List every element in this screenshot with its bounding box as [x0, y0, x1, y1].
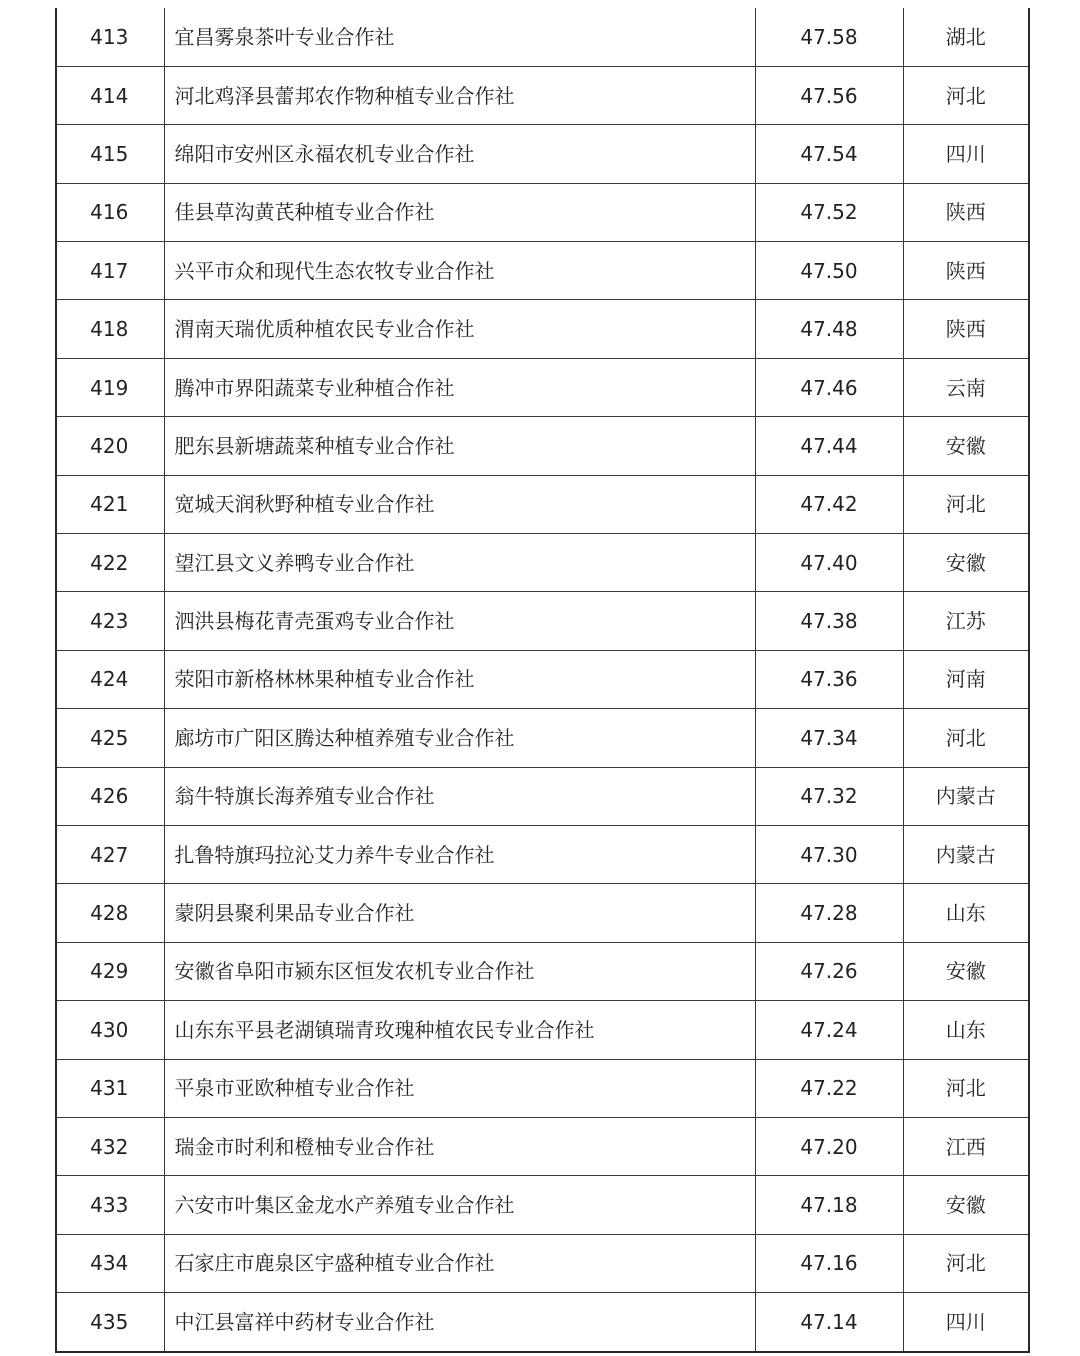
rank-cell: 413	[57, 8, 164, 66]
cooperative-name-cell: 肥东县新塘蔬菜种植专业合作社	[164, 417, 755, 475]
score-cell: 47.52	[755, 183, 903, 241]
cooperative-name-cell: 腾冲市界阳蔬菜专业种植合作社	[164, 358, 755, 416]
score-cell: 47.46	[755, 358, 903, 416]
cooperative-name-cell: 佳县草沟黄芪种植专业合作社	[164, 183, 755, 241]
rank-cell: 419	[57, 358, 164, 416]
rank-cell: 416	[57, 183, 164, 241]
cooperative-name-cell: 绵阳市安州区永福农机专业合作社	[164, 125, 755, 183]
province-cell: 江苏	[903, 592, 1028, 650]
table-row	[57, 650, 1028, 708]
cooperative-name-cell: 瑞金市时利和橙柚专业合作社	[164, 1117, 755, 1175]
score-cell: 47.40	[755, 534, 903, 592]
cooperative-name-cell: 兴平市众和现代生态农牧专业合作社	[164, 242, 755, 300]
province-cell: 内蒙古	[903, 767, 1028, 825]
table-row	[57, 1001, 1028, 1059]
score-cell: 47.38	[755, 592, 903, 650]
table-row	[57, 475, 1028, 533]
table-row	[57, 709, 1028, 767]
table-row	[57, 66, 1028, 124]
province-cell: 江西	[903, 1117, 1028, 1175]
table-row	[57, 592, 1028, 650]
province-cell: 河北	[903, 1059, 1028, 1117]
province-cell: 安徽	[903, 417, 1028, 475]
table-row	[57, 534, 1028, 592]
province-cell: 陕西	[903, 300, 1028, 358]
cooperative-name-cell: 平泉市亚欧种植专业合作社	[164, 1059, 755, 1117]
rank-cell: 418	[57, 300, 164, 358]
province-cell: 安徽	[903, 942, 1028, 1000]
rank-cell: 421	[57, 475, 164, 533]
table-row	[57, 242, 1028, 300]
cooperative-name-cell: 荥阳市新格林林果种植专业合作社	[164, 650, 755, 708]
table-row	[57, 125, 1028, 183]
province-cell: 河北	[903, 475, 1028, 533]
cooperative-name-cell: 廊坊市广阳区腾达种植养殖专业合作社	[164, 709, 755, 767]
score-cell: 47.18	[755, 1176, 903, 1234]
table-row	[57, 1234, 1028, 1292]
score-cell: 47.42	[755, 475, 903, 533]
cooperative-name-cell: 六安市叶集区金龙水产养殖专业合作社	[164, 1176, 755, 1234]
rank-cell: 431	[57, 1059, 164, 1117]
score-cell: 47.58	[755, 8, 903, 66]
rank-cell: 426	[57, 767, 164, 825]
score-cell: 47.28	[755, 884, 903, 942]
table-row	[57, 1176, 1028, 1234]
score-cell: 47.32	[755, 767, 903, 825]
table-row	[57, 300, 1028, 358]
cooperative-name-cell: 宜昌雾泉茶叶专业合作社	[164, 8, 755, 66]
province-cell: 河北	[903, 66, 1028, 124]
cooperative-name-cell: 渭南天瑞优质种植农民专业合作社	[164, 300, 755, 358]
rank-cell: 429	[57, 942, 164, 1000]
province-cell: 安徽	[903, 534, 1028, 592]
province-cell: 云南	[903, 358, 1028, 416]
province-cell: 河北	[903, 1234, 1028, 1292]
table-row	[57, 1117, 1028, 1175]
table-body	[57, 8, 1028, 1351]
cooperative-name-cell: 蒙阴县聚利果品专业合作社	[164, 884, 755, 942]
table-row	[57, 767, 1028, 825]
province-cell: 河南	[903, 650, 1028, 708]
rank-cell: 415	[57, 125, 164, 183]
rank-cell: 427	[57, 825, 164, 883]
ranking-table	[57, 8, 1028, 1351]
rank-cell: 423	[57, 592, 164, 650]
score-cell: 47.14	[755, 1293, 903, 1351]
rank-cell: 433	[57, 1176, 164, 1234]
score-cell: 47.22	[755, 1059, 903, 1117]
cooperative-ranking-table	[55, 8, 1030, 1353]
table-row	[57, 942, 1028, 1000]
cooperative-name-cell: 河北鸡泽县蕾邦农作物种植专业合作社	[164, 66, 755, 124]
cooperative-name-cell: 翁牛特旗长海养殖专业合作社	[164, 767, 755, 825]
score-cell: 47.50	[755, 242, 903, 300]
table-row	[57, 825, 1028, 883]
score-cell: 47.48	[755, 300, 903, 358]
province-cell: 四川	[903, 125, 1028, 183]
score-cell: 47.36	[755, 650, 903, 708]
score-cell: 47.44	[755, 417, 903, 475]
rank-cell: 414	[57, 66, 164, 124]
province-cell: 山东	[903, 1001, 1028, 1059]
province-cell: 陕西	[903, 242, 1028, 300]
score-cell: 47.24	[755, 1001, 903, 1059]
cooperative-name-cell: 宽城天润秋野种植专业合作社	[164, 475, 755, 533]
province-cell: 河北	[903, 709, 1028, 767]
rank-cell: 417	[57, 242, 164, 300]
score-cell: 47.56	[755, 66, 903, 124]
cooperative-name-cell: 中江县富祥中药材专业合作社	[164, 1293, 755, 1351]
rank-cell: 435	[57, 1293, 164, 1351]
cooperative-name-cell: 望江县文义养鸭专业合作社	[164, 534, 755, 592]
table-row	[57, 884, 1028, 942]
score-cell: 47.26	[755, 942, 903, 1000]
table-row	[57, 417, 1028, 475]
table-row	[57, 1293, 1028, 1351]
rank-cell: 434	[57, 1234, 164, 1292]
score-cell: 47.20	[755, 1117, 903, 1175]
rank-cell: 422	[57, 534, 164, 592]
score-cell: 47.30	[755, 825, 903, 883]
score-cell: 47.34	[755, 709, 903, 767]
rank-cell: 432	[57, 1117, 164, 1175]
rank-cell: 430	[57, 1001, 164, 1059]
cooperative-name-cell: 扎鲁特旗玛拉沁艾力养牛专业合作社	[164, 825, 755, 883]
table-row	[57, 1059, 1028, 1117]
province-cell: 陕西	[903, 183, 1028, 241]
province-cell: 山东	[903, 884, 1028, 942]
rank-cell: 420	[57, 417, 164, 475]
province-cell: 安徽	[903, 1176, 1028, 1234]
cooperative-name-cell: 石家庄市鹿泉区宇盛种植专业合作社	[164, 1234, 755, 1292]
cooperative-name-cell: 安徽省阜阳市颍东区恒发农机专业合作社	[164, 942, 755, 1000]
province-cell: 湖北	[945, 24, 986, 49]
cooperative-name-cell: 山东东平县老湖镇瑞青玫瑰种植农民专业合作社	[164, 1001, 755, 1059]
score-cell: 47.16	[755, 1234, 903, 1292]
table-row	[57, 183, 1028, 241]
rank-cell: 424	[57, 650, 164, 708]
cooperative-name-cell: 泗洪县梅花青壳蛋鸡专业合作社	[164, 592, 755, 650]
province-cell: 内蒙古	[903, 825, 1028, 883]
table-row	[57, 8, 1028, 66]
score-cell: 47.54	[755, 125, 903, 183]
rank-cell: 428	[57, 884, 164, 942]
table-row	[57, 358, 1028, 416]
rank-cell: 425	[57, 709, 164, 767]
province-cell: 四川	[903, 1293, 1028, 1351]
